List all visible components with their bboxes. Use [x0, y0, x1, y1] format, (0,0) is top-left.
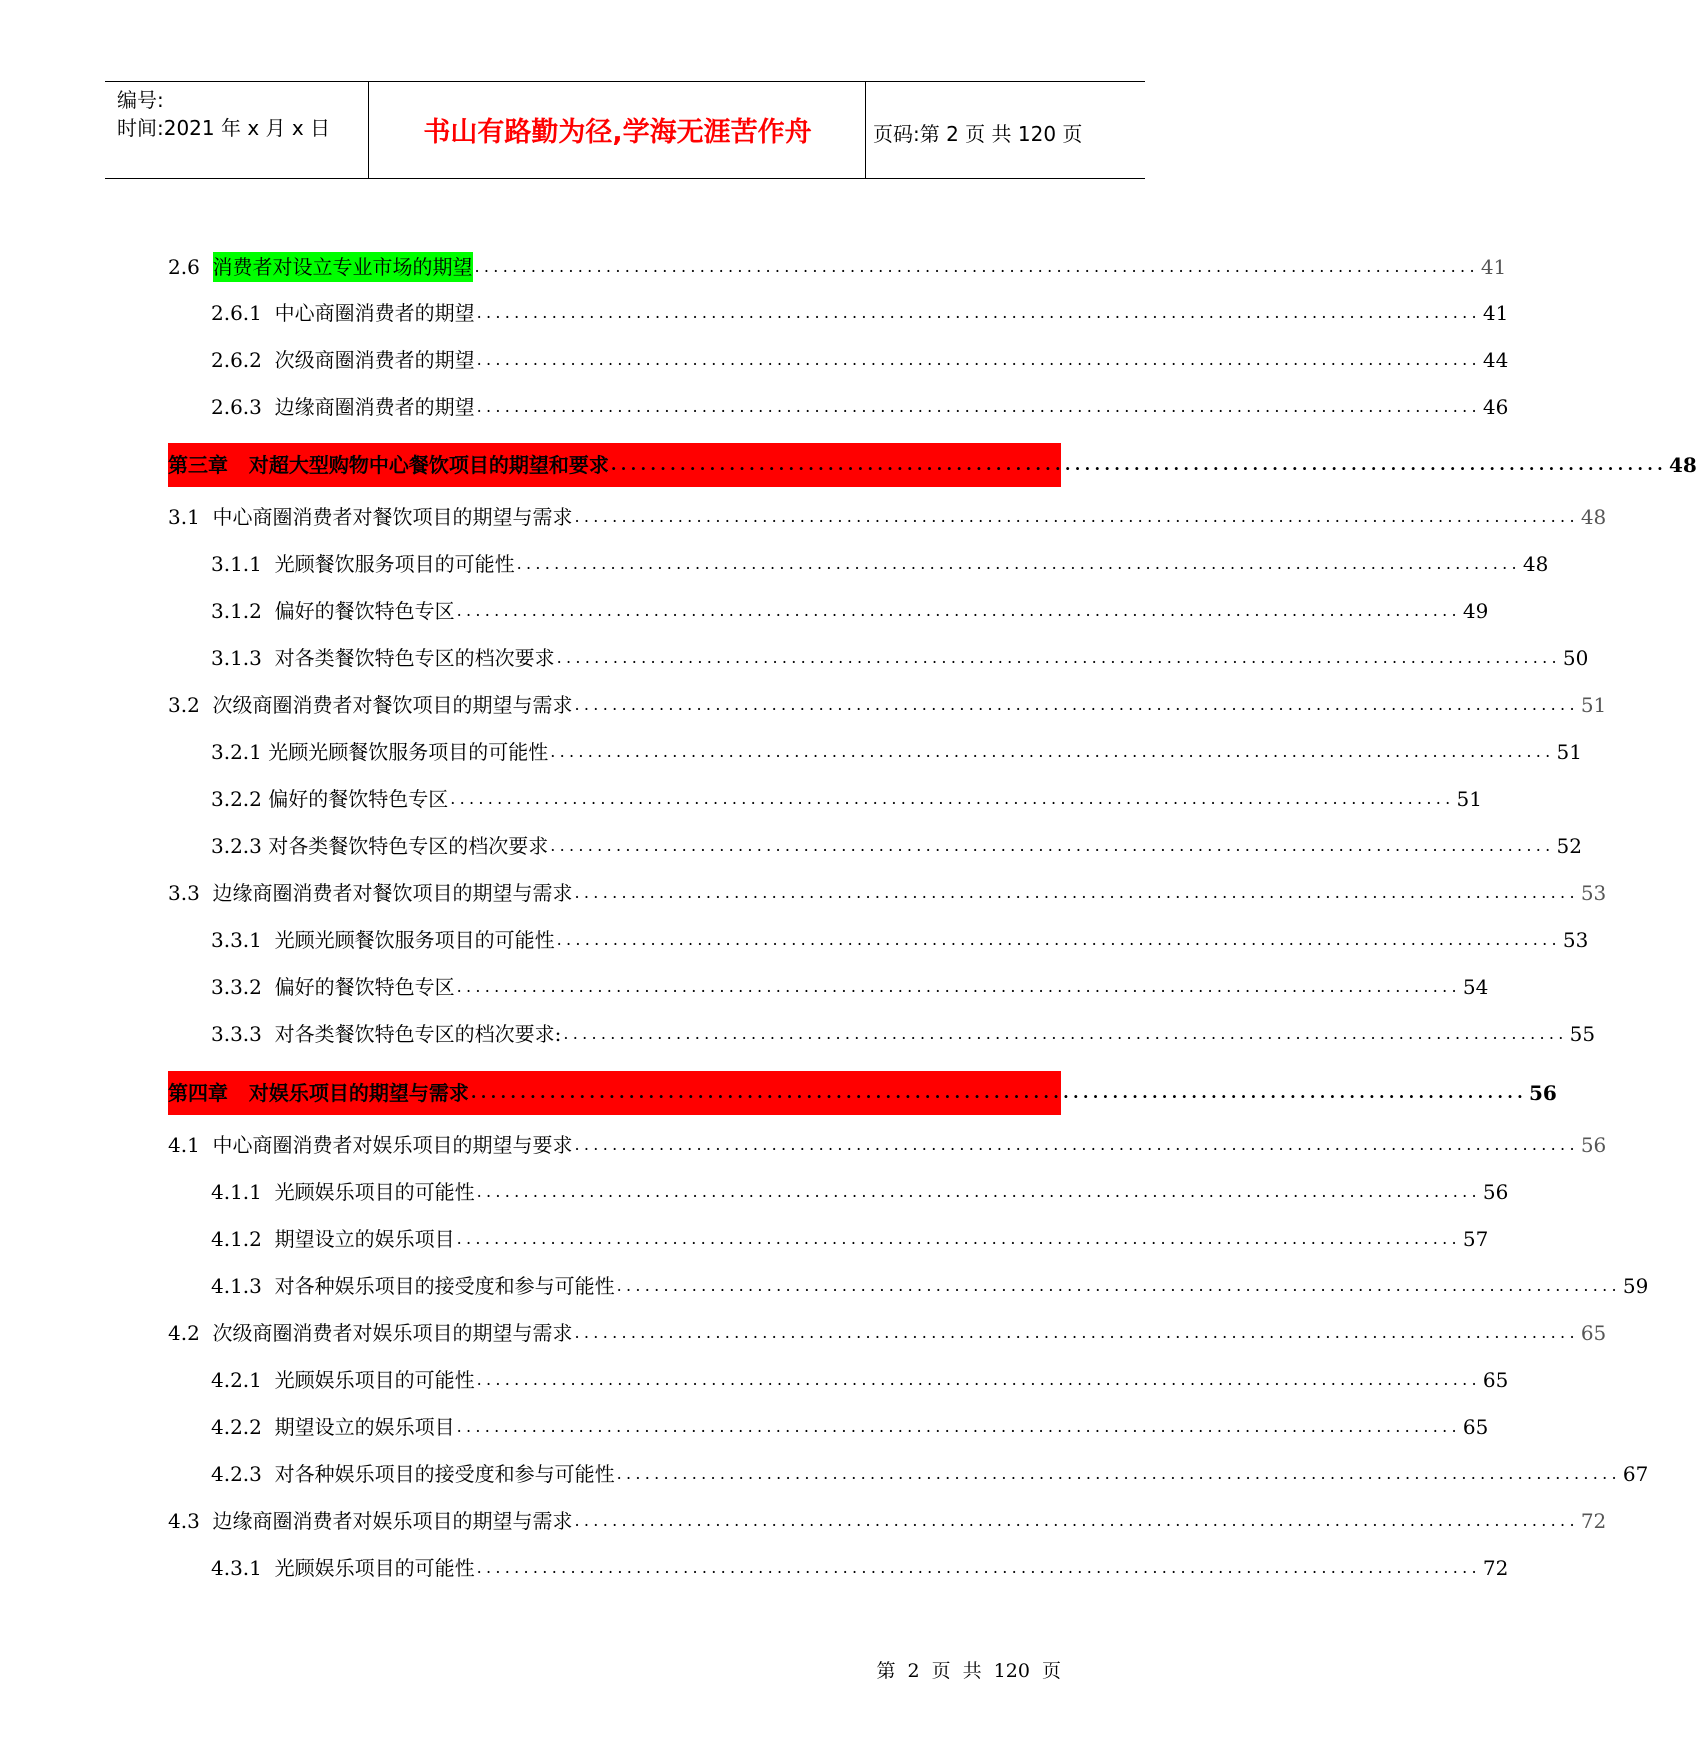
toc-entry[interactable]: 4.1.1 光顾娱乐项目的可能性 ........................................................................................................... 56	[211, 1177, 1061, 1207]
header-divider	[865, 82, 866, 178]
toc-label: 4.2 次级商圈消费者对娱乐项目的期望与需求	[168, 1321, 573, 1345]
toc-label: 4.2.1 光顾娱乐项目的可能性	[211, 1368, 475, 1392]
toc-page: 65	[1580, 1321, 1607, 1345]
toc-entry[interactable]: 3.1.3 对各类餐饮特色专区的档次要求 ........................................................................................................... 50	[211, 643, 1061, 673]
toc-entry[interactable]: 3.3.1 光顾光顾餐饮服务项目的可能性 ........................................................................................................... 53	[211, 925, 1061, 955]
toc-entry[interactable]: 3.1 中心商圈消费者对餐饮项目的期望与需求 ........................................................................................................... 48	[168, 502, 1061, 532]
toc-entry[interactable]: 2.6.3 边缘商圈消费者的期望 ........................................................................................................... 46	[211, 392, 1061, 422]
toc-label: 4.1 中心商圈消费者对娱乐项目的期望与要求	[168, 1133, 573, 1157]
toc-label: 2.6	[168, 255, 213, 279]
toc-entry[interactable]: 3.3.2 偏好的餐饮特色专区 ........................................................................................................... 54	[211, 972, 1061, 1002]
toc-page: 51	[1556, 740, 1582, 764]
number-label: 编号:	[117, 88, 164, 112]
toc-page: 56	[1580, 1133, 1607, 1157]
header-table	[105, 81, 1145, 179]
toc-entry[interactable]: 3.2.2 偏好的餐饮特色专区 ........................................................................................................... 51	[211, 784, 1061, 814]
toc-label: 3.2.1 光顾光顾餐饮服务项目的可能性	[211, 740, 549, 764]
toc-label: 3.3.3 对各类餐饮特色专区的档次要求:	[211, 1022, 562, 1046]
toc-label: 2.6.2 次级商圈消费者的期望	[211, 348, 475, 372]
header-page-info: 页码:第 2 页 共 120 页	[873, 122, 1083, 146]
toc-label: 4.2.3 对各种娱乐项目的接受度和参与可能性	[211, 1462, 615, 1486]
page-footer: 第 2 页 共 120 页	[876, 1660, 1061, 1682]
toc-entry[interactable]: 2.6 消费者对设立专业市场的期望 ........................................................................................................... 41	[168, 252, 1061, 282]
toc-entry[interactable]: 3.1.2 偏好的餐饮特色专区 ........................................................................................................... 49	[211, 596, 1061, 626]
toc-page: 67	[1622, 1462, 1649, 1486]
toc-entry[interactable]: 4.3.1 光顾娱乐项目的可能性 ........................................................................................................... 72	[211, 1553, 1061, 1583]
toc-entry[interactable]: 4.2.1 光顾娱乐项目的可能性 ........................................................................................................... 65	[211, 1365, 1061, 1395]
toc-entry[interactable]: 3.1.1 光顾餐饮服务项目的可能性 ........................................................................................................... 48	[211, 549, 1061, 579]
toc-page: 59	[1622, 1274, 1649, 1298]
toc-label: 3.1.1 光顾餐饮服务项目的可能性	[211, 552, 515, 576]
toc-entry[interactable]: 4.2.2 期望设立的娱乐项目 ........................................................................................................... 65	[211, 1412, 1061, 1442]
toc-label: 3.3.1 光顾光顾餐饮服务项目的可能性	[211, 928, 555, 952]
toc-entry[interactable]: 4.1.3 对各种娱乐项目的接受度和参与可能性 ........................................................................................................... 59	[211, 1271, 1061, 1301]
toc-page: 65	[1482, 1368, 1509, 1392]
toc-page: 50	[1562, 646, 1589, 670]
toc-page: 49	[1462, 599, 1489, 623]
toc-page: 72	[1580, 1509, 1607, 1533]
toc-label: 第四章 对娱乐项目的期望与需求	[168, 1081, 469, 1105]
toc-label: 3.1.3 对各类餐饮特色专区的档次要求	[211, 646, 555, 670]
toc-entry[interactable]: 4.1.2 期望设立的娱乐项目 ........................................................................................................... 57	[211, 1224, 1061, 1254]
toc-entry[interactable]: 4.2.3 对各种娱乐项目的接受度和参与可能性 ........................................................................................................... 67	[211, 1459, 1061, 1489]
toc-page: 41	[1480, 255, 1507, 279]
header-divider	[368, 82, 369, 178]
time-label: 时间:2021 年 x 月 x 日	[117, 116, 331, 140]
toc-label: 4.1.1 光顾娱乐项目的可能性	[211, 1180, 475, 1204]
toc-label: 2.6.1 中心商圈消费者的期望	[211, 301, 475, 325]
toc-entry[interactable]: 2.6.2 次级商圈消费者的期望 ........................................................................................................... 44	[211, 345, 1061, 375]
toc-label: 3.3.2 偏好的餐饮特色专区	[211, 975, 455, 999]
toc-label: 3.2 次级商圈消费者对餐饮项目的期望与需求	[168, 693, 573, 717]
toc-page: 41	[1482, 301, 1509, 325]
toc-chapter[interactable]: 第四章 对娱乐项目的期望与需求 ........................................................................................................... 56	[168, 1071, 1061, 1115]
toc-label: 3.1.2 偏好的餐饮特色专区	[211, 599, 455, 623]
toc-page: 44	[1482, 348, 1509, 372]
toc-entry[interactable]: 4.3 边缘商圈消费者对娱乐项目的期望与需求 ........................................................................................................... 72	[168, 1506, 1061, 1536]
toc-entry[interactable]: 3.2.3 对各类餐饮特色专区的档次要求 ........................................................................................................... 52	[211, 831, 1061, 861]
toc-label: 4.3 边缘商圈消费者对娱乐项目的期望与需求	[168, 1509, 573, 1533]
toc-label-highlight: 消费者对设立专业市场的期望	[213, 252, 473, 282]
header-meta	[117, 86, 330, 142]
toc-page: 51	[1456, 787, 1482, 811]
toc-label: 3.2.2 偏好的餐饮特色专区	[211, 787, 449, 811]
toc-page: 46	[1482, 395, 1509, 419]
toc-page: 53	[1562, 928, 1589, 952]
header-motto: 书山有路勤为径,学海无涯苦作舟	[423, 117, 812, 148]
toc-page: 48	[1522, 552, 1549, 576]
toc-page: 56	[1529, 1081, 1557, 1105]
toc-label: 4.1.2 期望设立的娱乐项目	[211, 1227, 455, 1251]
toc-page: 52	[1556, 834, 1582, 858]
toc-entry[interactable]: 3.2 次级商圈消费者对餐饮项目的期望与需求 ........................................................................................................... 51	[168, 690, 1061, 720]
toc-page: 57	[1462, 1227, 1489, 1251]
toc-page: 48	[1669, 453, 1697, 477]
toc-entry[interactable]: 4.2 次级商圈消费者对娱乐项目的期望与需求 ........................................................................................................... 65	[168, 1318, 1061, 1348]
toc-label: 4.2.2 期望设立的娱乐项目	[211, 1415, 455, 1439]
toc-label: 4.1.3 对各种娱乐项目的接受度和参与可能性	[211, 1274, 615, 1298]
toc-page: 53	[1580, 881, 1607, 905]
toc-page: 48	[1580, 505, 1607, 529]
toc-label: 第三章 对超大型购物中心餐饮项目的期望和要求	[168, 453, 609, 477]
toc-label: 4.3.1 光顾娱乐项目的可能性	[211, 1556, 475, 1580]
toc-page: 54	[1462, 975, 1489, 999]
toc-entry[interactable]: 3.3.3 对各类餐饮特色专区的档次要求: ........................................................................................................... 55	[211, 1019, 1061, 1049]
toc-label: 3.1 中心商圈消费者对餐饮项目的期望与需求	[168, 505, 573, 529]
toc-page: 72	[1482, 1556, 1509, 1580]
toc-page: 56	[1482, 1180, 1509, 1204]
toc-entry[interactable]: 3.2.1 光顾光顾餐饮服务项目的可能性 ........................................................................................................... 51	[211, 737, 1061, 767]
toc-chapter[interactable]: 第三章 对超大型购物中心餐饮项目的期望和要求 ........................................................................................................... 48	[168, 443, 1061, 487]
toc-page: 55	[1569, 1022, 1596, 1046]
toc-page: 65	[1462, 1415, 1489, 1439]
toc-label: 3.2.3 对各类餐饮特色专区的档次要求	[211, 834, 549, 858]
toc-label: 2.6.3 边缘商圈消费者的期望	[211, 395, 475, 419]
toc-entry[interactable]: 4.1 中心商圈消费者对娱乐项目的期望与要求 ........................................................................................................... 56	[168, 1130, 1061, 1160]
toc-entry[interactable]: 3.3 边缘商圈消费者对餐饮项目的期望与需求 ........................................................................................................... 53	[168, 878, 1061, 908]
toc-page: 51	[1580, 693, 1607, 717]
toc-label: 3.3 边缘商圈消费者对餐饮项目的期望与需求	[168, 881, 573, 905]
toc-entry[interactable]: 2.6.1 中心商圈消费者的期望 ........................................................................................................... 41	[211, 298, 1061, 328]
